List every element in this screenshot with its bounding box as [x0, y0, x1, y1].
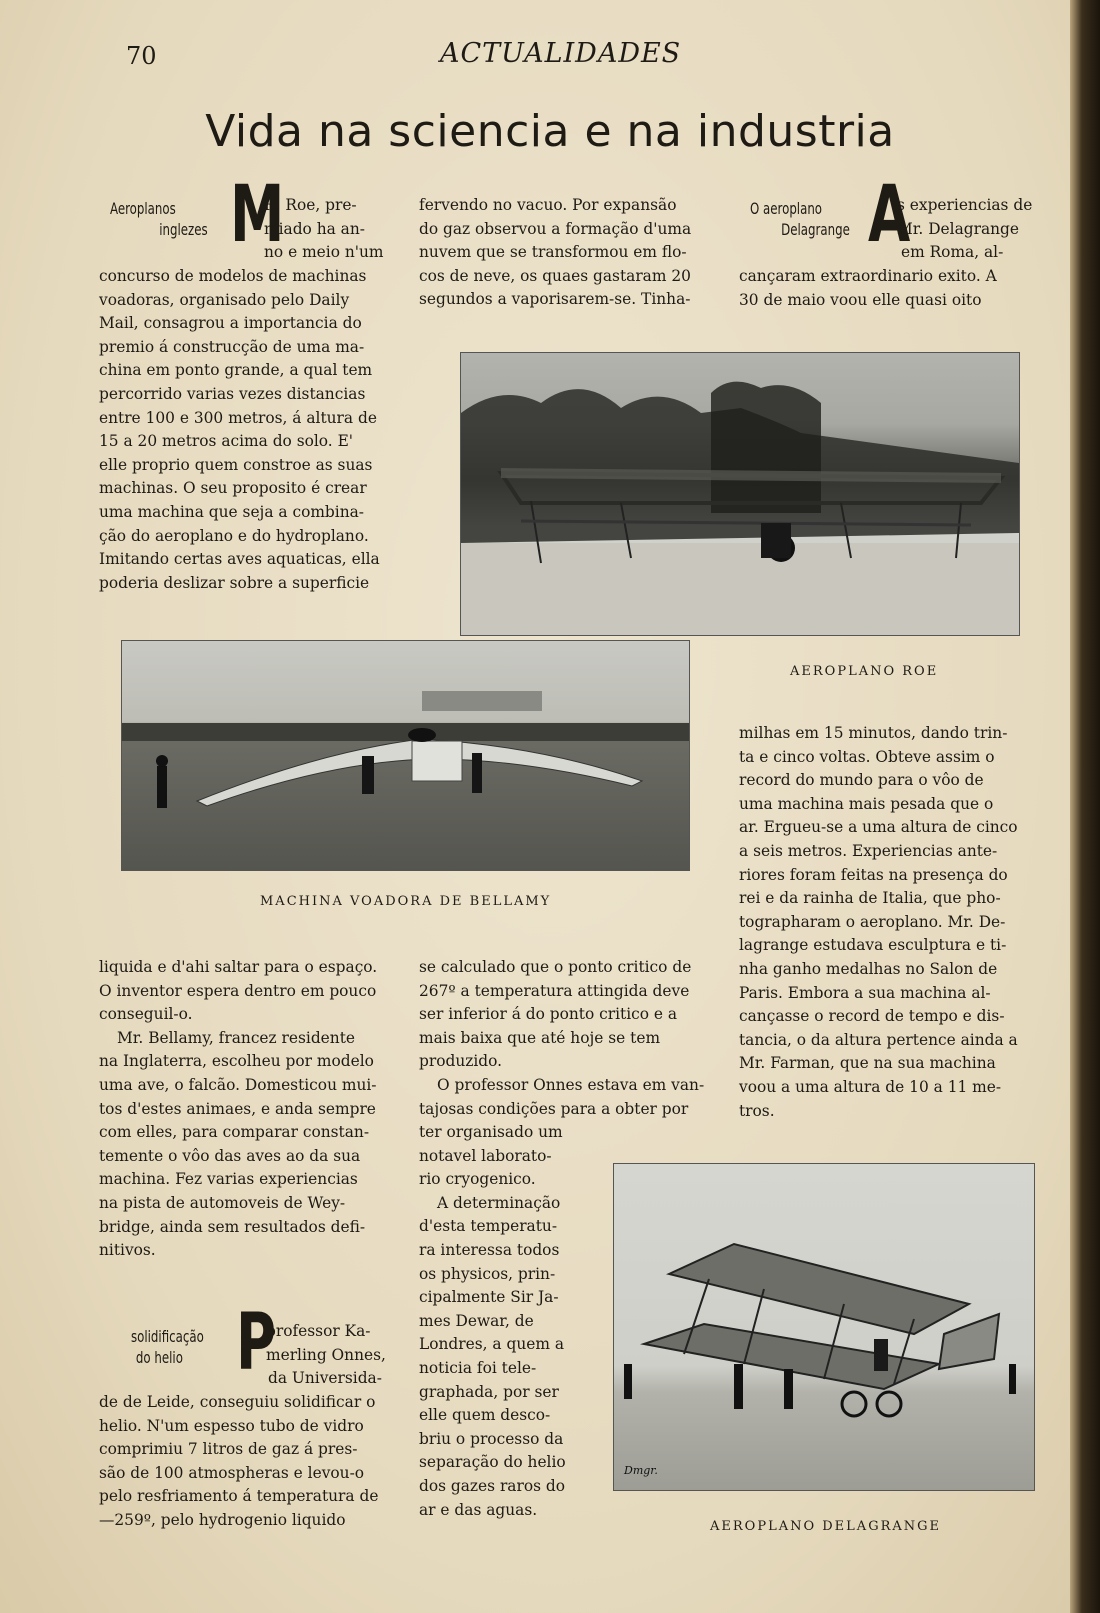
helio-opening: professor Ka- merling Onnes, da Universida- [266, 1322, 386, 1388]
col3-middle-text: milhas em 15 minutos, dando trin- ta e cinco voltas. Obteve assim o record do mundo para o vôo de uma machina mais pesada que o ar. Ergueu-se a uma altura de cinco a seis metros. Experiencias ante- riores foram feitas na presença do rei e da rainha de Italia, que pho- tographaram o aeroplano. Mr. De- lagrange estudava esculptura e ti- nha ganho medalhas no Salon de Paris. Embora a sua machina al- cançasse o record de tempo e dis- tancia, o da altura pertence ainda a Mr. Farman, que na sua machina voou a uma altura de 10 a 11 me- tros. [739, 724, 1018, 1120]
page-number: 70 [126, 42, 157, 70]
drop-cap-p: P [236, 1298, 277, 1388]
running-title: ACTUALIDADES [440, 38, 682, 69]
drop-cap-a: A [868, 170, 911, 260]
col1-bottom-text: liquida e d'ahi saltar para o espaço. O inventor espera dentro em pouco conseguil-o. Mr. Bellamy, francez residente na Inglaterra, escolheu por modelo uma ave, o falcão. Domesticou mui- tos d'estes animaes, e anda sempre com elles, para comparar constan- temente o vôo das aves ao da sua machina. Fez varias experiencias na pista de automoveis de Wey- bridge, ainda sem resultados defi- nitivos. [99, 958, 378, 1260]
book-binding [1070, 0, 1100, 1613]
roe-column-text: concurso de modelos de machinas voadoras, organisado pelo Daily Mail, consagrou a importancia do premio á construcção de uma ma- china em ponto grande, a qual tem percorrido varias vezes distancias entre 100 e 300 metros, á altura de 15 a 20 metros acima do solo. E' elle proprio quem constroe as suas machinas. O seu proposito é crear uma machina que seja a combina- ção do aeroplano e do hydroplano. Imitando certas aves aquaticas, ella poderia deslizar sobre a superficie [99, 267, 380, 592]
bellamy-machine-illustration [122, 641, 689, 870]
photo-aeroplano-delagrange [613, 1163, 1035, 1491]
photo-aeroplano-roe [460, 352, 1020, 636]
roe-aeroplane-illustration [461, 353, 1019, 635]
side-heading-aeroplanos: Aeroplanos inglezes [110, 199, 208, 239]
delagrange-aeroplane-illustration [614, 1164, 1034, 1490]
delagrange-text: cançaram extraordinario exito. A 30 de maio voou elle quasi oito [739, 267, 997, 309]
roe-opening: R. Roe, pre- miado ha an- no e meio n'um [264, 196, 384, 262]
side-heading-delagrange: O aeroplano Delagrange [750, 199, 850, 239]
side-heading-helio: solidificação do helio [131, 1327, 204, 1367]
col2-bottom-text: se calculado que o ponto critico de 267º a temperatura attingida deve ser inferior á do ponto critico e a mais baixa que até hoje se tem produzido. O professor Onnes estava em van- tajosas condições para a obter por [419, 958, 705, 1118]
col2-narrow-text: ter organisado um notavel laborato- rio cryogenico. A determinação d'esta temperatu- ra interessa todos os physicos, prin- cipalmente Sir Ja- mes Dewar, de Londres, a quem a noticia foi tele- graphada, por ser elle quem desco- briu o processo da separação do helio dos gazes raros do ar e das aguas. [419, 1123, 566, 1519]
engraver-mark: Dmgr. [624, 1464, 658, 1477]
article-title: Vida na sciencia e na industria [205, 106, 895, 157]
caption-bellamy: MACHINA VOADORA DE BELLAMY [260, 894, 552, 909]
caption-roe: AEROPLANO ROE [790, 664, 939, 679]
col2-top-text: fervendo no vacuo. Por expansão do gaz observou a formação d'uma nuvem que se transformou em flo- cos de neve, os quaes gastaram 20 segundos a vaporisarem-se. Tinha- [419, 196, 692, 309]
helio-text: de de Leide, conseguiu solidificar o helio. N'um espesso tubo de vidro comprimiu 7 litros de gaz á pres- são de 100 atmospheras e levou-o pelo resfriamento á temperatura de —259º, pelo hydrogenio liquido [99, 1393, 379, 1529]
photo-machina-bellamy [121, 640, 690, 871]
drop-cap-m: M [230, 170, 285, 260]
caption-delagrange: AEROPLANO DELAGRANGE [710, 1519, 942, 1534]
delagrange-opening: s experiencias de Mr. Delagrange em Roma, al- [897, 196, 1033, 262]
